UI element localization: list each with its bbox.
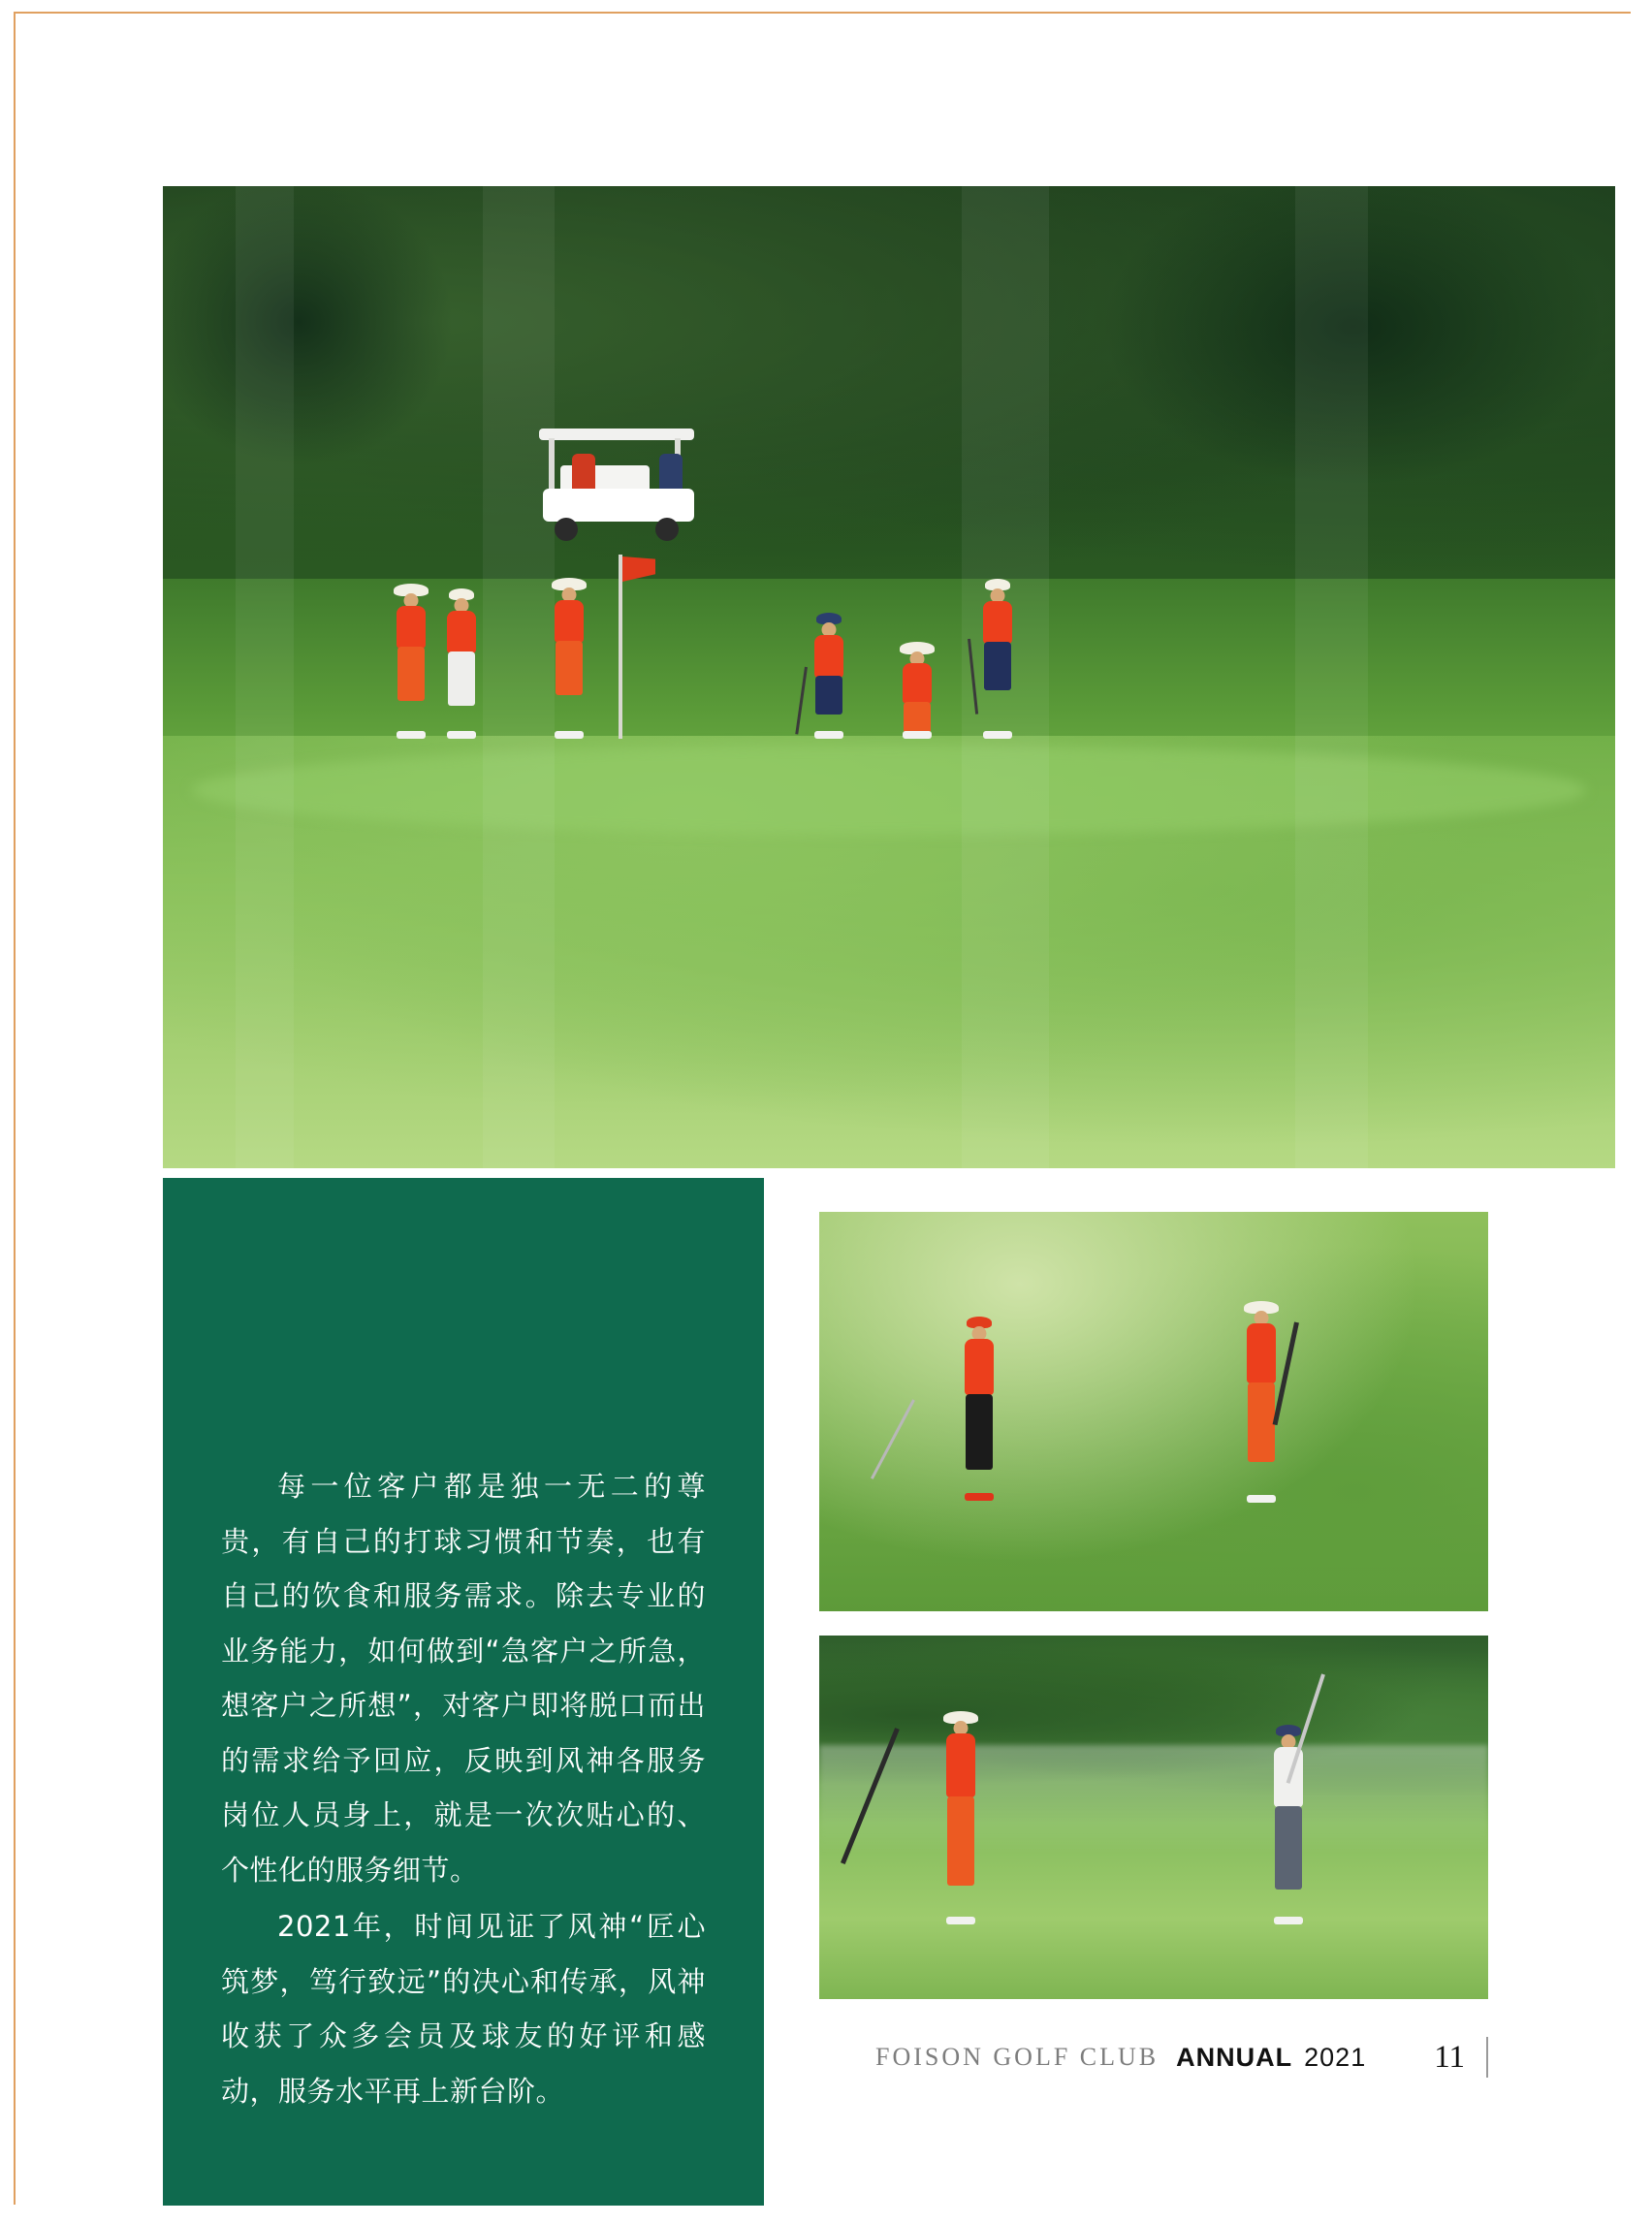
shoes xyxy=(814,731,843,739)
footer-annual-label: ANNUAL xyxy=(1176,2042,1293,2072)
tree-cluster-left xyxy=(163,186,454,467)
shoes xyxy=(1247,1495,1276,1503)
shoes xyxy=(555,731,584,739)
shoes xyxy=(965,1493,994,1501)
torso xyxy=(447,611,476,653)
page-footer xyxy=(819,2031,1488,2083)
footer-divider xyxy=(1486,2037,1488,2078)
mow-stripe xyxy=(483,186,556,1168)
article-text xyxy=(221,1459,706,2119)
person-player-2 xyxy=(807,613,851,739)
legs xyxy=(397,647,425,701)
mist-overlay xyxy=(819,1745,1488,1855)
legs xyxy=(984,642,1011,690)
hero-photo xyxy=(163,186,1615,1168)
cart-roof xyxy=(539,429,694,440)
photo-golfer-swing xyxy=(819,1636,1488,1999)
shoes xyxy=(903,731,932,739)
person-orange-caddie xyxy=(1236,1301,1287,1503)
torso xyxy=(555,600,584,643)
legs xyxy=(966,1394,993,1470)
article-panel xyxy=(163,1178,764,2206)
frame-mask-right xyxy=(1631,0,1652,2224)
legs xyxy=(1248,1382,1275,1462)
person-orange-caddie-2 xyxy=(934,1711,988,1924)
article-paragraph-2: 2021年，时间见证了风神“匠心筑梦，笃行致远”的决心和传承，风神收获了众多会员及球友的好评和感动，服务水平再上新台阶。 xyxy=(221,1910,706,2109)
torso xyxy=(814,635,843,678)
footer-brand: FOISON GOLF CLUB xyxy=(874,2043,1160,2071)
person-caddie-2 xyxy=(547,578,591,739)
cart-post-left xyxy=(549,438,555,496)
flagstick xyxy=(619,555,622,739)
person-swinging-golfer xyxy=(1261,1725,1316,1924)
photo-two-golfers-walking xyxy=(819,1212,1488,1611)
person-caddie-1 xyxy=(392,584,430,739)
mow-stripe xyxy=(236,186,294,1168)
golf-cart xyxy=(539,429,712,547)
frame-mask-bottom xyxy=(0,2205,1652,2224)
cart-wheel-left xyxy=(555,518,578,541)
torso xyxy=(397,606,426,649)
shoes xyxy=(397,731,426,739)
legs xyxy=(904,702,931,733)
mow-stripe xyxy=(1295,186,1368,1168)
person-player-3 xyxy=(975,579,1020,739)
golf-club-icon xyxy=(1273,1321,1299,1425)
legs xyxy=(815,676,842,715)
cart-wheel-right xyxy=(655,518,679,541)
shoes xyxy=(983,731,1012,739)
torso xyxy=(946,1733,975,1797)
page-number: 11 xyxy=(1434,2039,1465,2075)
legs xyxy=(947,1796,974,1886)
golf-club-icon xyxy=(871,1399,915,1479)
article-paragraph-1: 每一位客户都是独一无二的尊贵，有自己的打球习惯和节奏，也有自己的饮食和服务需求。除去专业的业务能力，如何做到“急客户之所急，想客户之所想”，对客户即将脱口而出的需求给予回应，反映到风神各服务岗位人员身上，就是一次次贴心的、个性化的服务细节。 xyxy=(221,1470,706,1887)
torso xyxy=(983,601,1012,644)
shoes xyxy=(447,731,476,739)
footer-year: 2021 xyxy=(1304,2042,1367,2072)
shoes xyxy=(946,1917,975,1924)
shoes xyxy=(1274,1917,1303,1924)
torso xyxy=(1247,1323,1276,1383)
torso xyxy=(965,1339,994,1395)
cart-body xyxy=(543,489,694,522)
legs xyxy=(556,641,583,695)
green-highlight-band xyxy=(192,746,1586,834)
person-player-1 xyxy=(442,588,481,739)
legs xyxy=(448,651,475,706)
person-red-shirt-golfer xyxy=(955,1317,1003,1501)
torso xyxy=(903,663,932,704)
legs xyxy=(1275,1806,1302,1890)
person-caddie-kneeling xyxy=(896,642,938,739)
